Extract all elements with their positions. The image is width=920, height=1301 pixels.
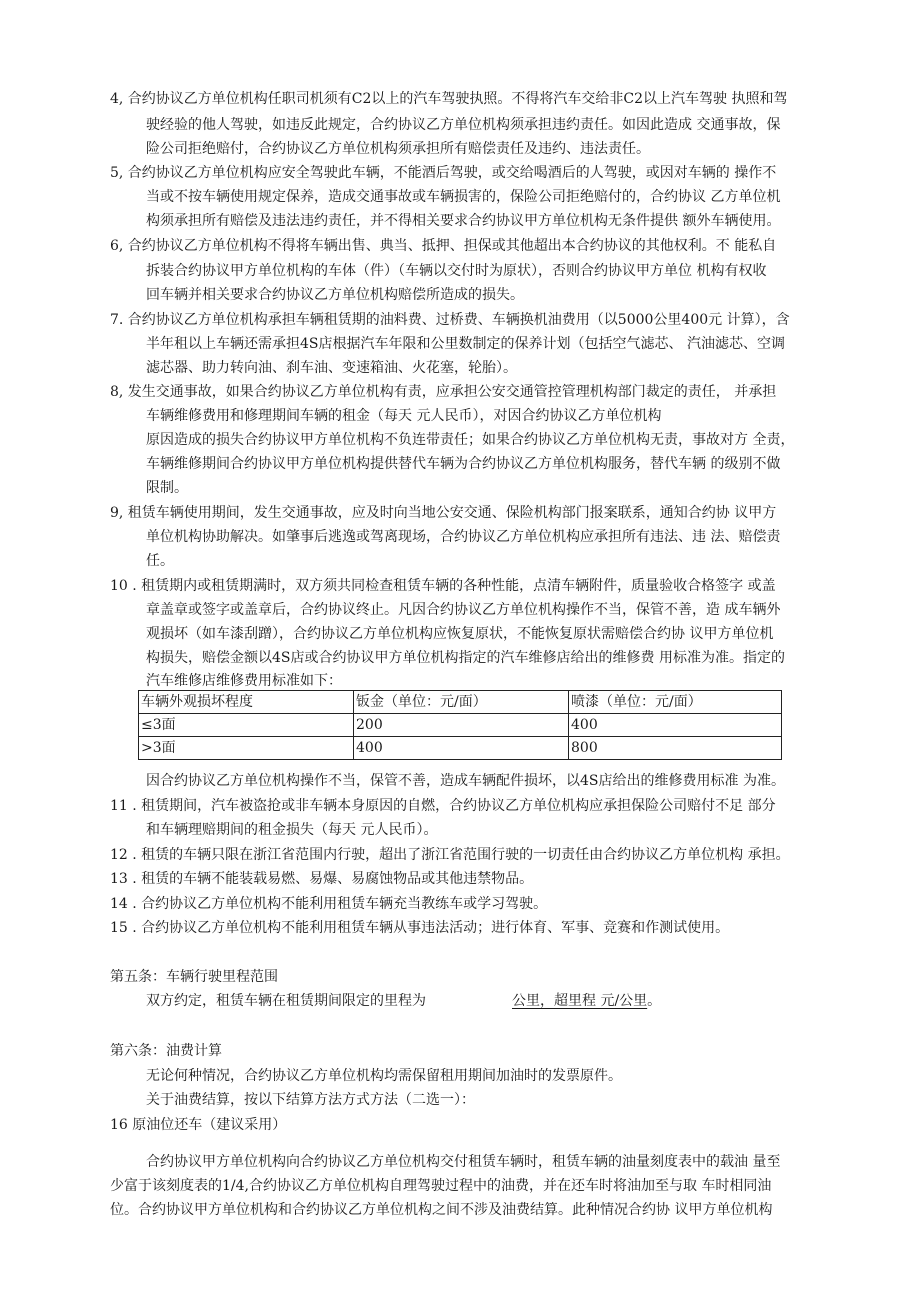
- clause-5-line-3: 构须承担所有赔偿及违法违约责任，并不得相关要求合约协议甲方单位机构无条件提供 额外车辆使用。: [146, 213, 781, 229]
- clause-8-line-4: 车辆维修期间合约协议甲方单位机构提供替代车辆为合约协议乙方单位机构服务，替代车辆 的级别不做: [146, 456, 781, 472]
- article-6-option-title: 16 原油位还车（建议采用）: [110, 1117, 287, 1133]
- table-cell: ≤3面: [139, 714, 354, 737]
- clause-10-line-2: 章盖章或签字或盖章后，合约协议终止。凡因合约协议乙方单位机构操作不当，保管不善，造 成车辆外: [146, 602, 781, 618]
- article-5-text: [146, 991, 661, 1011]
- table-note: 因合约协议乙方单位机构操作不当，保管不善，造成车辆配件损坏，以4S店给出的维修费用标准 为准。: [146, 773, 785, 789]
- article-6-body-line-3: 位。合约协议甲方单位机构和合约协议乙方单位机构之间不涉及油费结算。此种情况合约协 议甲方单位机构: [110, 1202, 773, 1218]
- clause-8-line-3: 原因造成的损失合约协议甲方单位机构不负连带责任；如果合约协议乙方单位机构无责，事故对方 全责，: [146, 432, 795, 448]
- clause-11-line-2: 和车辆理赔期间的租金损失（每天 元人民币）。: [146, 822, 438, 838]
- table-cell: 200: [354, 714, 569, 737]
- clause-15: 15 . 合约协议乙方单位机构不能利用租赁车辆从事违法活动；进行体育、军事、竞赛和作测试使用。: [110, 920, 730, 936]
- clause-13: 13 . 租赁的车辆不能装载易燃、易爆、易腐蚀物品或其他违禁物品。: [110, 871, 534, 887]
- clause-8-line-5: 限制。: [146, 480, 188, 496]
- article-6-para-1: 无论何种情况，合约协议乙方单位机构均需保留租用期间加油时的发票原件。: [146, 1068, 622, 1084]
- article-6-para-2: 关于油费结算，按以下结算方法方式方法（二选一）：: [146, 1092, 475, 1108]
- table-header-cell: 车辆外观损坏程度: [139, 691, 354, 714]
- clause-10-line-3: 观损坏（如车漆刮蹭），合约协议乙方单位机构应恢复原状，不能恢复原状需赔偿合约协 议甲方单位机: [146, 626, 774, 642]
- clause-4-line-1: 4, 合约协议乙方单位机构任职司机须有C2以上的汽车驾驶执照。不得将汽车交给非C2以上汽车驾驶 执照和驾: [110, 91, 788, 107]
- clause-9-line-1: 9, 租赁车辆使用期间，发生交通事故，应及时向当地公安交通、保险机构部门报案联系，通知合约协 议甲方: [110, 505, 777, 521]
- clause-14: 14 . 合约协议乙方单位机构不能利用租赁车辆充当教练车或学习驾驶。: [110, 896, 548, 912]
- clause-4-line-3: 险公司拒绝赔付，合约协议乙方单位机构须承担所有赔偿责任及违约、违法责任。: [146, 141, 650, 157]
- clause-8-line-2: 车辆维修费用和修理期间车辆的租金（每天 元人民币），对因合约协议乙方单位机构: [146, 408, 662, 424]
- clause-12: 12 . 租赁的车辆只限在浙江省范围内行驶，超出了浙江省范围行驶的一切责任由合约协议乙方单位机构 承担。: [110, 847, 790, 863]
- table-header-row: [139, 691, 782, 714]
- clause-7-line-2: 半年租以上车辆还需承担4S店根据汽车年限和公里数制定的保养计划（包括空气滤芯、 汽油滤芯、空调: [146, 336, 785, 352]
- table-cell: 400: [569, 714, 782, 737]
- article-5-text-after: 。: [647, 993, 662, 1009]
- clause-5-line-1: 5, 合约协议乙方单位机构应安全驾驶此车辆，不能酒后驾驶，或交给喝酒后的人驾驶，或因对车辆的 操作不: [110, 165, 777, 181]
- table-row: [139, 737, 782, 760]
- clause-10-line-5: 汽车维修店维修费用标准如下：: [146, 673, 342, 689]
- table-cell: 400: [354, 737, 569, 760]
- article-5-title: 第五条：车辆行驶里程范围: [110, 969, 278, 985]
- table-cell: 800: [569, 737, 782, 760]
- article-5-text-before: 双方约定，租赁车辆在租赁期间限定的里程为: [146, 993, 426, 1009]
- clause-11-line-1: 11 . 租赁期间，汽车被盗抢或非车辆本身原因的自燃，合约协议乙方单位机构应承担保险公司赔付不足 部分: [110, 798, 776, 814]
- clause-9-line-2: 单位机构协助解决。如肇事后逃逸或驾离现场，合约协议乙方单位机构应承担所有违法、违 法、赔偿责: [146, 529, 781, 545]
- article-5-mileage-blank: 公里，超里程 元/公里: [512, 993, 648, 1009]
- table-row: [139, 714, 782, 737]
- clause-6-line-2: 拆装合约协议甲方单位机构的车体（件）（车辆以交付时为原状），否则合约协议甲方单位 机构有权收: [146, 263, 767, 279]
- clause-10-line-1: 10 . 租赁期内或租赁期满时，双方须共同检查租赁车辆的各种性能，点清车辆附件，质量验收合格签字 或盖: [110, 578, 776, 594]
- table-cell: >3面: [139, 737, 354, 760]
- clause-4-line-2: 驶经验的他人驾驶，如违反此规定，合约协议乙方单位机构须承担违约责任。如因此造成 交通事故，保: [146, 117, 781, 133]
- clause-8-line-1: 8, 发生交通事故，如果合约协议乙方单位机构有责，应承担公安交通管控管理机构部门裁定的责任， 并承担: [110, 384, 777, 400]
- clause-5-line-2: 当或不按车辆使用规定保养，造成交通事故或车辆损害的，保险公司拒绝赔付的，合约协议 乙方单位机: [146, 189, 781, 205]
- clause-6-line-3: 回车辆并相关要求合约协议乙方单位机构赔偿所造成的损失。: [146, 287, 524, 303]
- clause-7-line-1: 7. 合约协议乙方单位机构承担车辆租赁期的油料费、过桥费、车辆换机油费用（以5000公里400元 计算），含: [110, 312, 790, 328]
- article-6-body-line-1: 合约协议甲方单位机构向合约协议乙方单位机构交付租赁车辆时，租赁车辆的油量刻度表中的载油 量至: [146, 1154, 781, 1170]
- table-header-cell: 喷漆（单位：元/面）: [569, 691, 782, 714]
- clause-6-line-1: 6, 合约协议乙方单位机构不得将车辆出售、典当、抵押、担保或其他超出本合约协议的其他权利。不 能私自: [110, 238, 777, 254]
- damage-cost-table: [138, 690, 782, 760]
- clause-9-line-3: 任。: [146, 553, 174, 569]
- clause-10-line-4: 构损失，赔偿金额以4S店或合约协议甲方单位机构指定的汽车维修店给出的维修费 用标准为准。指定的: [146, 650, 785, 666]
- table-header-cell: 钣金（单位：元/面）: [354, 691, 569, 714]
- article-6-body-line-2: 少富于该刻度表的1/4,合约协议乙方单位机构自理驾驶过程中的油费，并在还车时将油加至与取 车时相同油: [110, 1178, 772, 1194]
- clause-7-line-3: 滤芯器、助力转向油、刹车油、变速箱油、火花塞，轮胎）。: [146, 360, 517, 376]
- article-6-title: 第六条：油费计算: [110, 1043, 222, 1059]
